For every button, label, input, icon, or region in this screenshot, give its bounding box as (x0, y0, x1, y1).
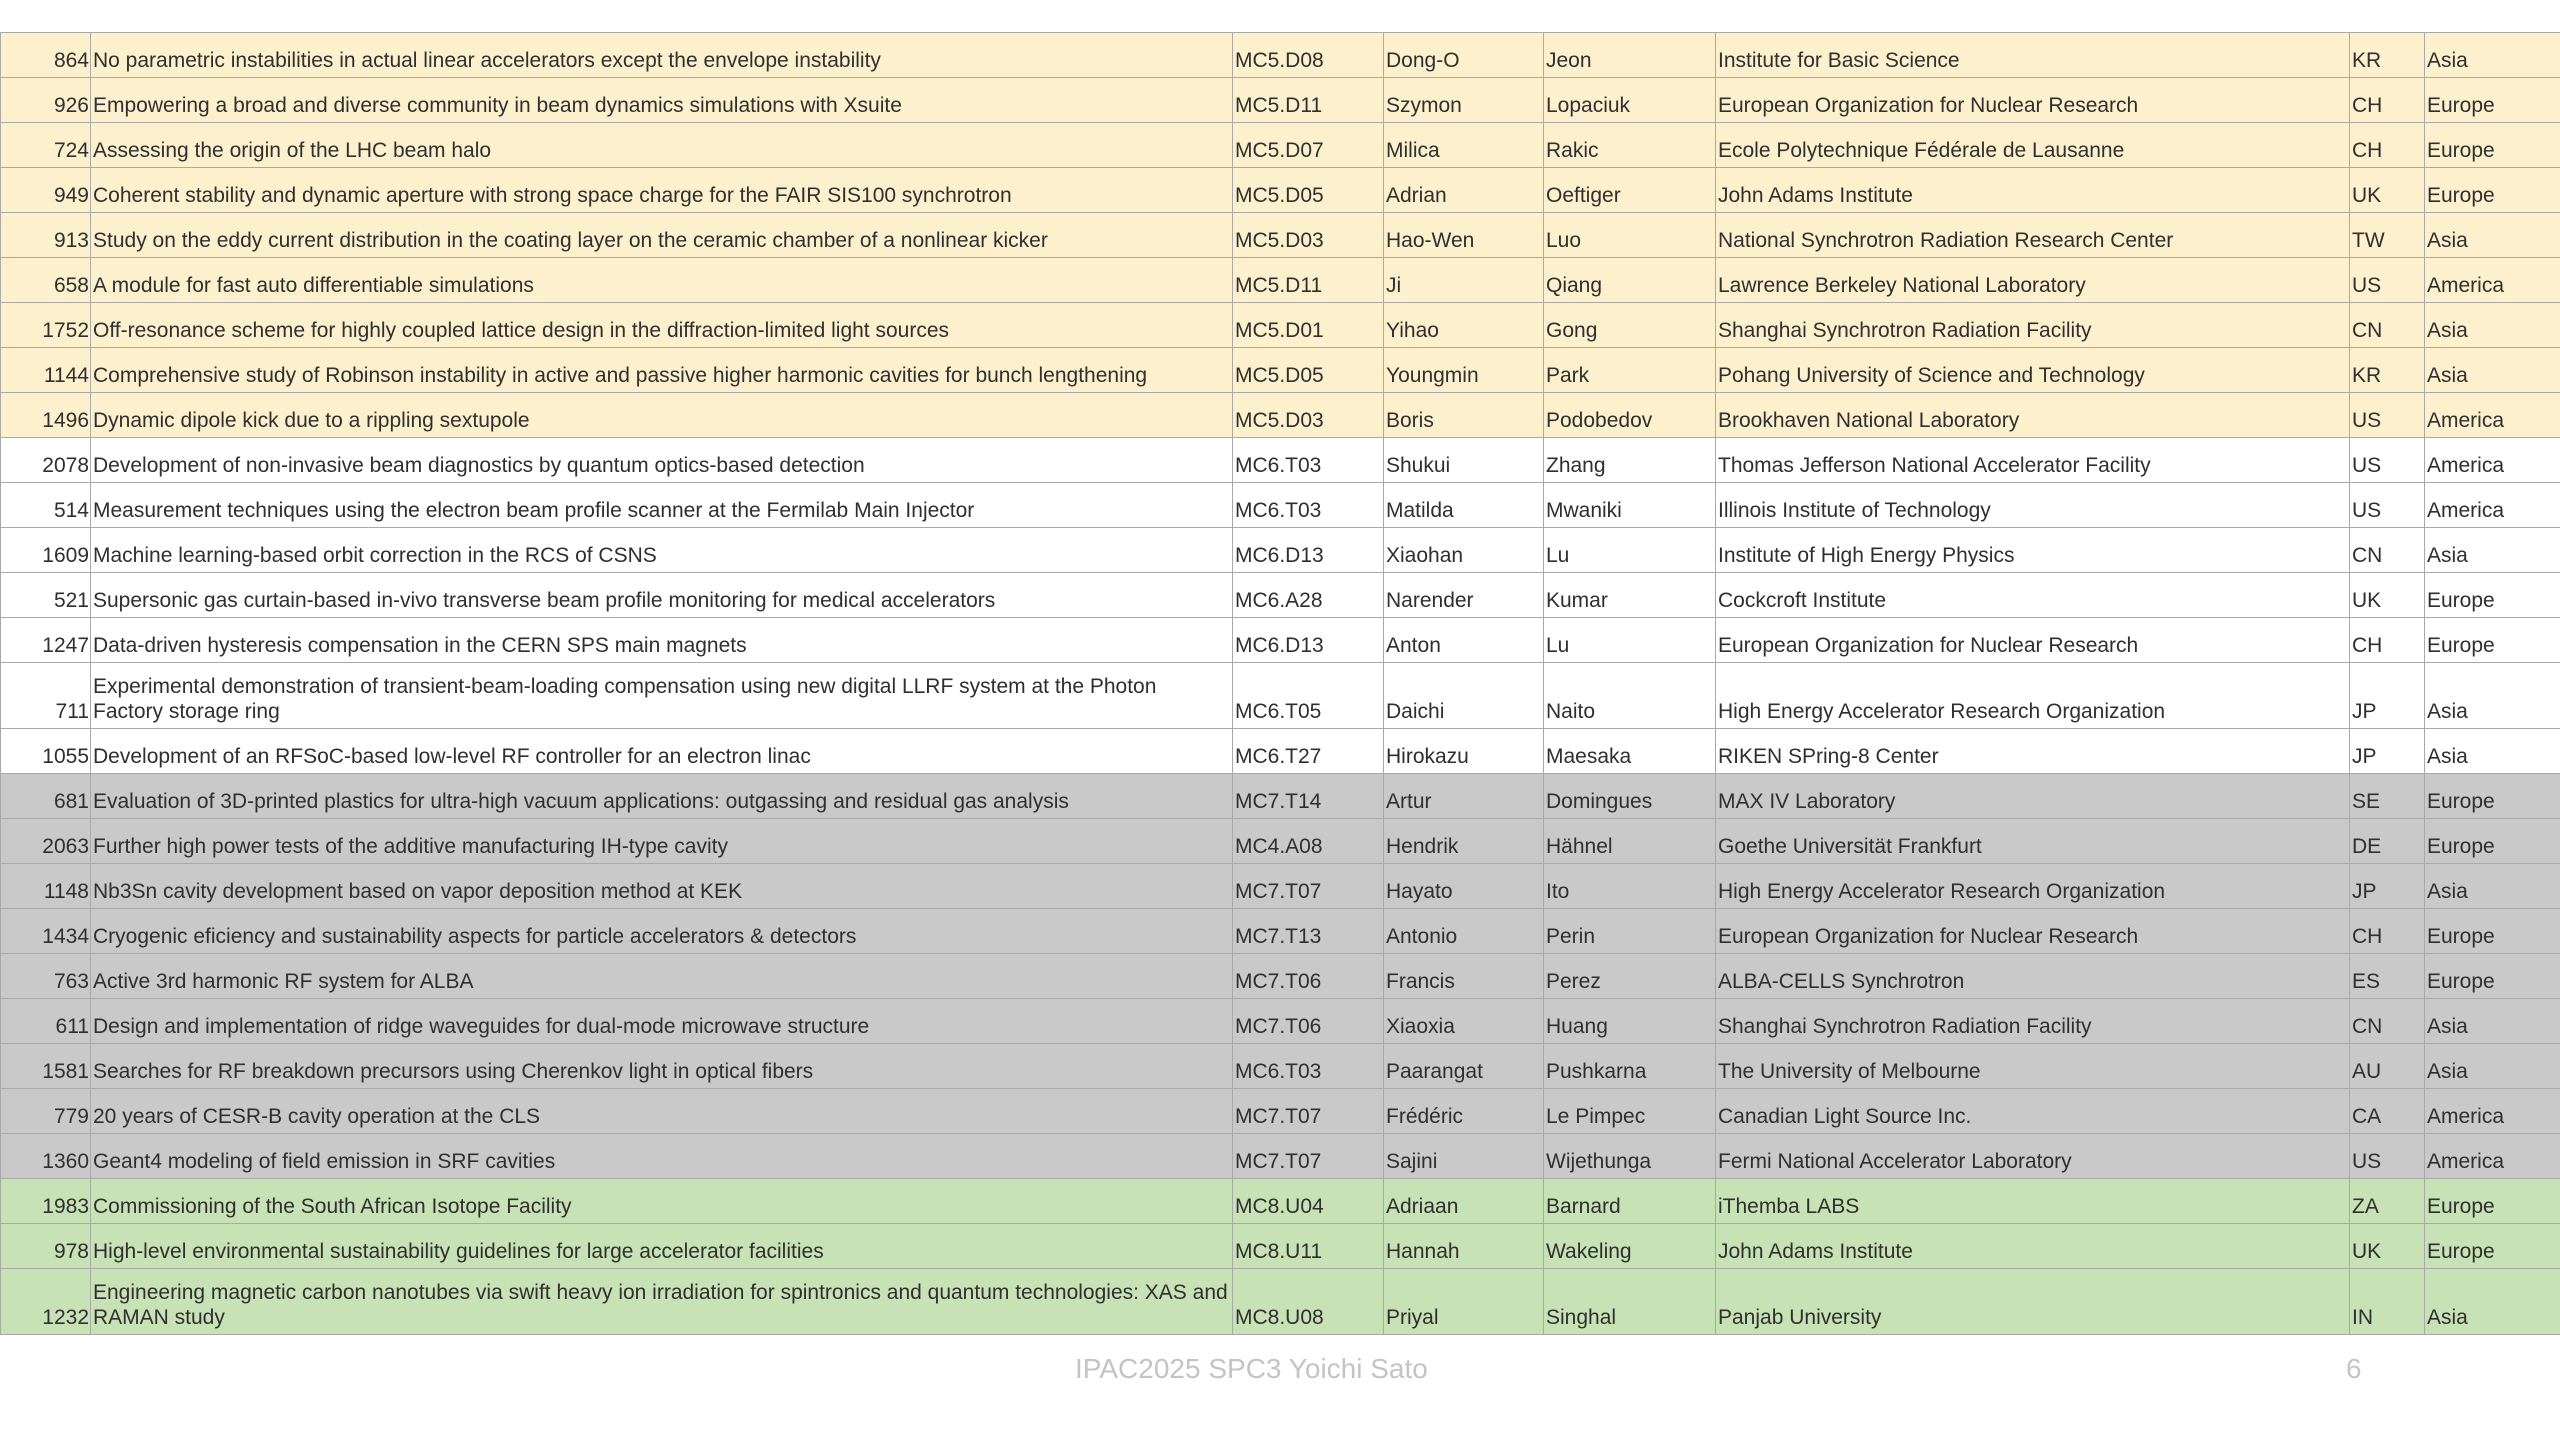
paper-title-cell: Nb3Sn cavity development based on vapor deposition method at KEK (91, 864, 1233, 909)
first-name-cell: Sajini (1384, 1134, 1544, 1179)
region-cell: Asia (2425, 864, 2560, 909)
paper-id-cell: 1434 (1, 909, 91, 954)
table-row (1, 213, 2560, 258)
session-code-cell: MC7.T06 (1233, 954, 1384, 999)
institute-cell: Shanghai Synchrotron Radiation Facility (1716, 303, 2350, 348)
paper-id-cell: 521 (1, 573, 91, 618)
table-row (1, 864, 2560, 909)
last-name-cell: Jeon (1544, 33, 1716, 78)
session-code-cell: MC6.D13 (1233, 618, 1384, 663)
region-cell: Europe (2425, 1179, 2560, 1224)
paper-title-cell: Experimental demonstration of transient-beam-loading compensation using new digital LLRF system at the Photon Factory storage ring (91, 663, 1233, 729)
paper-id-cell: 1247 (1, 618, 91, 663)
first-name-cell: Priyal (1384, 1269, 1544, 1335)
table-row (1, 348, 2560, 393)
paper-id-cell: 779 (1, 1089, 91, 1134)
region-cell: Europe (2425, 78, 2560, 123)
country-code-cell: UK (2350, 168, 2425, 213)
institute-cell: Goethe Universität Frankfurt (1716, 819, 2350, 864)
paper-title-cell: Commissioning of the South African Isotope Facility (91, 1179, 1233, 1224)
paper-id-cell: 711 (1, 663, 91, 729)
session-code-cell: MC5.D03 (1233, 393, 1384, 438)
institute-cell: Brookhaven National Laboratory (1716, 393, 2350, 438)
session-code-cell: MC5.D11 (1233, 78, 1384, 123)
table-row (1, 1269, 2560, 1335)
institute-cell: ALBA-CELLS Synchrotron (1716, 954, 2350, 999)
region-cell: America (2425, 483, 2560, 528)
paper-id-cell: 1144 (1, 348, 91, 393)
country-code-cell: CH (2350, 78, 2425, 123)
institute-cell: National Synchrotron Radiation Research Center (1716, 213, 2350, 258)
table-row (1, 78, 2560, 123)
first-name-cell: Matilda (1384, 483, 1544, 528)
region-cell: Europe (2425, 954, 2560, 999)
country-code-cell: US (2350, 1134, 2425, 1179)
paper-id-cell: 926 (1, 78, 91, 123)
last-name-cell: Park (1544, 348, 1716, 393)
first-name-cell: Hayato (1384, 864, 1544, 909)
paper-id-cell: 2078 (1, 438, 91, 483)
region-cell: Asia (2425, 1044, 2560, 1089)
country-code-cell: CN (2350, 303, 2425, 348)
paper-id-cell: 1232 (1, 1269, 91, 1335)
first-name-cell: Szymon (1384, 78, 1544, 123)
paper-title-cell: Supersonic gas curtain-based in-vivo transverse beam profile monitoring for medical accelerators (91, 573, 1233, 618)
last-name-cell: Wakeling (1544, 1224, 1716, 1269)
first-name-cell: Dong-O (1384, 33, 1544, 78)
last-name-cell: Hähnel (1544, 819, 1716, 864)
institute-cell: Illinois Institute of Technology (1716, 483, 2350, 528)
last-name-cell: Mwaniki (1544, 483, 1716, 528)
country-code-cell: CH (2350, 618, 2425, 663)
session-code-cell: MC6.T05 (1233, 663, 1384, 729)
paper-title-cell: No parametric instabilities in actual linear accelerators except the envelope instability (91, 33, 1233, 78)
table-row (1, 1044, 2560, 1089)
institute-cell: Institute for Basic Science (1716, 33, 2350, 78)
table-row (1, 1089, 2560, 1134)
first-name-cell: Frédéric (1384, 1089, 1544, 1134)
institute-cell: Shanghai Synchrotron Radiation Facility (1716, 999, 2350, 1044)
region-cell: Asia (2425, 663, 2560, 729)
session-code-cell: MC7.T06 (1233, 999, 1384, 1044)
institute-cell: iThemba LABS (1716, 1179, 2350, 1224)
first-name-cell: Hannah (1384, 1224, 1544, 1269)
institute-cell: Cockcroft Institute (1716, 573, 2350, 618)
first-name-cell: Francis (1384, 954, 1544, 999)
session-code-cell: MC4.A08 (1233, 819, 1384, 864)
last-name-cell: Kumar (1544, 573, 1716, 618)
paper-title-cell: Engineering magnetic carbon nanotubes via swift heavy ion irradiation for spintronics and quantum technologies: XAS and RAMAN study (91, 1269, 1233, 1335)
session-code-cell: MC6.T27 (1233, 729, 1384, 774)
institute-cell: Canadian Light Source Inc. (1716, 1089, 2350, 1134)
country-code-cell: CH (2350, 909, 2425, 954)
region-cell: Asia (2425, 999, 2560, 1044)
first-name-cell: Yihao (1384, 303, 1544, 348)
paper-title-cell: Empowering a broad and diverse community in beam dynamics simulations with Xsuite (91, 78, 1233, 123)
paper-id-cell: 1752 (1, 303, 91, 348)
region-cell: Europe (2425, 909, 2560, 954)
paper-title-cell: Dynamic dipole kick due to a rippling sextupole (91, 393, 1233, 438)
last-name-cell: Oeftiger (1544, 168, 1716, 213)
paper-id-cell: 724 (1, 123, 91, 168)
region-cell: Asia (2425, 213, 2560, 258)
country-code-cell: DE (2350, 819, 2425, 864)
region-cell: America (2425, 258, 2560, 303)
country-code-cell: KR (2350, 33, 2425, 78)
institute-cell: European Organization for Nuclear Research (1716, 909, 2350, 954)
session-code-cell: MC5.D01 (1233, 303, 1384, 348)
session-code-cell: MC8.U11 (1233, 1224, 1384, 1269)
first-name-cell: Xiaohan (1384, 528, 1544, 573)
institute-cell: European Organization for Nuclear Research (1716, 78, 2350, 123)
paper-id-cell: 864 (1, 33, 91, 78)
country-code-cell: JP (2350, 864, 2425, 909)
paper-id-cell: 978 (1, 1224, 91, 1269)
paper-title-cell: Development of non-invasive beam diagnostics by quantum optics-based detection (91, 438, 1233, 483)
first-name-cell: Shukui (1384, 438, 1544, 483)
region-cell: Europe (2425, 1224, 2560, 1269)
table-row (1, 663, 2560, 729)
session-code-cell: MC7.T07 (1233, 864, 1384, 909)
session-code-cell: MC7.T14 (1233, 774, 1384, 819)
region-cell: Asia (2425, 528, 2560, 573)
session-code-cell: MC6.T03 (1233, 438, 1384, 483)
last-name-cell: Barnard (1544, 1179, 1716, 1224)
country-code-cell: CH (2350, 123, 2425, 168)
first-name-cell: Hao-Wen (1384, 213, 1544, 258)
country-code-cell: JP (2350, 729, 2425, 774)
session-code-cell: MC7.T13 (1233, 909, 1384, 954)
paper-id-cell: 681 (1, 774, 91, 819)
paper-id-cell: 1360 (1, 1134, 91, 1179)
country-code-cell: SE (2350, 774, 2425, 819)
region-cell: Asia (2425, 33, 2560, 78)
table-row (1, 573, 2560, 618)
region-cell: America (2425, 1134, 2560, 1179)
last-name-cell: Lu (1544, 528, 1716, 573)
first-name-cell: Artur (1384, 774, 1544, 819)
region-cell: Europe (2425, 573, 2560, 618)
paper-title-cell: Active 3rd harmonic RF system for ALBA (91, 954, 1233, 999)
institute-cell: Ecole Polytechnique Fédérale de Lausanne (1716, 123, 2350, 168)
footer-text: IPAC2025 SPC3 Yoichi Sato (1075, 1353, 1428, 1384)
region-cell: America (2425, 438, 2560, 483)
last-name-cell: Le Pimpec (1544, 1089, 1716, 1134)
first-name-cell: Ji (1384, 258, 1544, 303)
last-name-cell: Perin (1544, 909, 1716, 954)
last-name-cell: Perez (1544, 954, 1716, 999)
paper-table (0, 32, 2560, 1335)
first-name-cell: Narender (1384, 573, 1544, 618)
table-row (1, 1134, 2560, 1179)
country-code-cell: KR (2350, 348, 2425, 393)
region-cell: Asia (2425, 729, 2560, 774)
last-name-cell: Domingues (1544, 774, 1716, 819)
region-cell: Europe (2425, 618, 2560, 663)
region-cell: Asia (2425, 1269, 2560, 1335)
last-name-cell: Lu (1544, 618, 1716, 663)
table-row (1, 909, 2560, 954)
institute-cell: Institute of High Energy Physics (1716, 528, 2350, 573)
institute-cell: The University of Melbourne (1716, 1044, 2350, 1089)
paper-title-cell: 20 years of CESR-B cavity operation at the CLS (91, 1089, 1233, 1134)
paper-id-cell: 1148 (1, 864, 91, 909)
last-name-cell: Qiang (1544, 258, 1716, 303)
paper-id-cell: 913 (1, 213, 91, 258)
paper-id-cell: 658 (1, 258, 91, 303)
country-code-cell: UK (2350, 573, 2425, 618)
country-code-cell: ZA (2350, 1179, 2425, 1224)
institute-cell: John Adams Institute (1716, 168, 2350, 213)
paper-table-wrap (0, 32, 2560, 1335)
session-code-cell: MC6.T03 (1233, 1044, 1384, 1089)
first-name-cell: Antonio (1384, 909, 1544, 954)
institute-cell: RIKEN SPring-8 Center (1716, 729, 2350, 774)
first-name-cell: Adriaan (1384, 1179, 1544, 1224)
paper-title-cell: Evaluation of 3D-printed plastics for ultra-high vacuum applications: outgassing and residual gas analysis (91, 774, 1233, 819)
first-name-cell: Hendrik (1384, 819, 1544, 864)
table-row (1, 774, 2560, 819)
country-code-cell: IN (2350, 1269, 2425, 1335)
session-code-cell: MC6.T03 (1233, 483, 1384, 528)
paper-id-cell: 1055 (1, 729, 91, 774)
paper-id-cell: 514 (1, 483, 91, 528)
country-code-cell: US (2350, 258, 2425, 303)
session-code-cell: MC8.U08 (1233, 1269, 1384, 1335)
country-code-cell: TW (2350, 213, 2425, 258)
paper-title-cell: Geant4 modeling of field emission in SRF cavities (91, 1134, 1233, 1179)
first-name-cell: Xiaoxia (1384, 999, 1544, 1044)
paper-title-cell: Assessing the origin of the LHC beam halo (91, 123, 1233, 168)
paper-title-cell: Development of an RFSoC-based low-level RF controller for an electron linac (91, 729, 1233, 774)
region-cell: Europe (2425, 123, 2560, 168)
table-row (1, 999, 2560, 1044)
session-code-cell: MC5.D05 (1233, 168, 1384, 213)
institute-cell: Pohang University of Science and Technology (1716, 348, 2350, 393)
paper-title-cell: Study on the eddy current distribution in the coating layer on the ceramic chamber of a nonlinear kicker (91, 213, 1233, 258)
country-code-cell: CA (2350, 1089, 2425, 1134)
paper-id-cell: 763 (1, 954, 91, 999)
institute-cell: Fermi National Accelerator Laboratory (1716, 1134, 2350, 1179)
institute-cell: High Energy Accelerator Research Organization (1716, 663, 2350, 729)
region-cell: America (2425, 393, 2560, 438)
first-name-cell: Milica (1384, 123, 1544, 168)
country-code-cell: CN (2350, 999, 2425, 1044)
table-row (1, 303, 2560, 348)
table-row (1, 438, 2560, 483)
table-row (1, 33, 2560, 78)
country-code-cell: ES (2350, 954, 2425, 999)
table-row (1, 123, 2560, 168)
paper-id-cell: 1609 (1, 528, 91, 573)
institute-cell: High Energy Accelerator Research Organization (1716, 864, 2350, 909)
last-name-cell: Huang (1544, 999, 1716, 1044)
session-code-cell: MC5.D03 (1233, 213, 1384, 258)
paper-title-cell: Machine learning-based orbit correction in the RCS of CSNS (91, 528, 1233, 573)
paper-id-cell: 1983 (1, 1179, 91, 1224)
last-name-cell: Maesaka (1544, 729, 1716, 774)
table-row (1, 954, 2560, 999)
institute-cell: John Adams Institute (1716, 1224, 2350, 1269)
last-name-cell: Wijethunga (1544, 1134, 1716, 1179)
country-code-cell: CN (2350, 528, 2425, 573)
first-name-cell: Hirokazu (1384, 729, 1544, 774)
region-cell: America (2425, 1089, 2560, 1134)
paper-id-cell: 2063 (1, 819, 91, 864)
country-code-cell: US (2350, 393, 2425, 438)
paper-id-cell: 1496 (1, 393, 91, 438)
paper-title-cell: Measurement techniques using the electron beam profile scanner at the Fermilab Main Injector (91, 483, 1233, 528)
session-code-cell: MC7.T07 (1233, 1089, 1384, 1134)
first-name-cell: Adrian (1384, 168, 1544, 213)
institute-cell: MAX IV Laboratory (1716, 774, 2350, 819)
session-code-cell: MC5.D05 (1233, 348, 1384, 393)
first-name-cell: Boris (1384, 393, 1544, 438)
last-name-cell: Podobedov (1544, 393, 1716, 438)
paper-id-cell: 611 (1, 999, 91, 1044)
institute-cell: European Organization for Nuclear Research (1716, 618, 2350, 663)
paper-title-cell: Data-driven hysteresis compensation in the CERN SPS main magnets (91, 618, 1233, 663)
page-number: 6 (2346, 1353, 2362, 1384)
paper-title-cell: Off-resonance scheme for highly coupled lattice design in the diffraction-limited light sources (91, 303, 1233, 348)
session-code-cell: MC5.D07 (1233, 123, 1384, 168)
paper-title-cell: Cryogenic eficiency and sustainability aspects for particle accelerators & detectors (91, 909, 1233, 954)
session-code-cell: MC5.D08 (1233, 33, 1384, 78)
last-name-cell: Zhang (1544, 438, 1716, 483)
last-name-cell: Luo (1544, 213, 1716, 258)
country-code-cell: UK (2350, 1224, 2425, 1269)
first-name-cell: Youngmin (1384, 348, 1544, 393)
first-name-cell: Paarangat (1384, 1044, 1544, 1089)
last-name-cell: Ito (1544, 864, 1716, 909)
table-row (1, 618, 2560, 663)
last-name-cell: Naito (1544, 663, 1716, 729)
country-code-cell: AU (2350, 1044, 2425, 1089)
paper-title-cell: Searches for RF breakdown precursors using Cherenkov light in optical fibers (91, 1044, 1233, 1089)
country-code-cell: US (2350, 438, 2425, 483)
session-code-cell: MC8.U04 (1233, 1179, 1384, 1224)
paper-table-body (1, 33, 2560, 1335)
first-name-cell: Anton (1384, 618, 1544, 663)
table-row (1, 729, 2560, 774)
paper-title-cell: Coherent stability and dynamic aperture with strong space charge for the FAIR SIS100 synchrotron (91, 168, 1233, 213)
table-row (1, 819, 2560, 864)
paper-title-cell: A module for fast auto differentiable simulations (91, 258, 1233, 303)
session-code-cell: MC6.D13 (1233, 528, 1384, 573)
paper-id-cell: 1581 (1, 1044, 91, 1089)
institute-cell: Thomas Jefferson National Accelerator Facility (1716, 438, 2350, 483)
region-cell: Asia (2425, 348, 2560, 393)
table-row (1, 168, 2560, 213)
region-cell: Europe (2425, 774, 2560, 819)
last-name-cell: Pushkarna (1544, 1044, 1716, 1089)
first-name-cell: Daichi (1384, 663, 1544, 729)
table-row (1, 1179, 2560, 1224)
region-cell: Europe (2425, 168, 2560, 213)
region-cell: Asia (2425, 303, 2560, 348)
institute-cell: Lawrence Berkeley National Laboratory (1716, 258, 2350, 303)
country-code-cell: US (2350, 483, 2425, 528)
session-code-cell: MC5.D11 (1233, 258, 1384, 303)
institute-cell: Panjab University (1716, 1269, 2350, 1335)
paper-title-cell: Comprehensive study of Robinson instability in active and passive higher harmonic cavities for bunch lengthening (91, 348, 1233, 393)
table-row (1, 528, 2560, 573)
last-name-cell: Singhal (1544, 1269, 1716, 1335)
last-name-cell: Gong (1544, 303, 1716, 348)
paper-title-cell: Further high power tests of the additive manufacturing IH-type cavity (91, 819, 1233, 864)
table-row (1, 483, 2560, 528)
table-row (1, 393, 2560, 438)
last-name-cell: Lopaciuk (1544, 78, 1716, 123)
session-code-cell: MC7.T07 (1233, 1134, 1384, 1179)
paper-id-cell: 949 (1, 168, 91, 213)
region-cell: Europe (2425, 819, 2560, 864)
paper-title-cell: Design and implementation of ridge waveguides for dual-mode microwave structure (91, 999, 1233, 1044)
country-code-cell: JP (2350, 663, 2425, 729)
session-code-cell: MC6.A28 (1233, 573, 1384, 618)
table-row (1, 258, 2560, 303)
paper-title-cell: High-level environmental sustainability guidelines for large accelerator facilities (91, 1224, 1233, 1269)
last-name-cell: Rakic (1544, 123, 1716, 168)
table-row (1, 1224, 2560, 1269)
